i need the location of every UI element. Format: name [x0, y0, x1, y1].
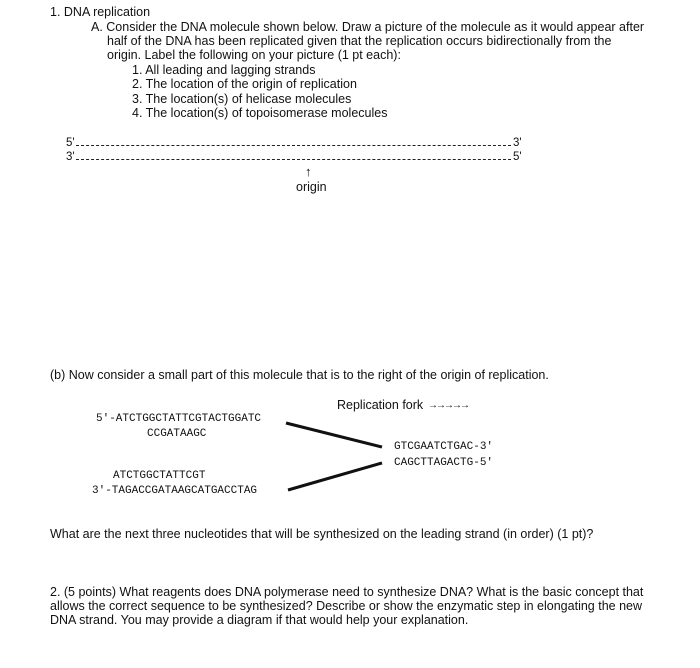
question-2-line-2: allows the correct sequence to be synthesized? Describe or show the enzymatic step in elongating the new [50, 599, 642, 613]
top-strand-5prime-label: 5' [66, 137, 75, 149]
origin-label: origin [296, 180, 327, 194]
bottom-strand-5prime-label: 5' [513, 151, 522, 163]
fork-upper-arm [286, 423, 382, 447]
bottom-template-strand: 3'-TAGACCGATAAGCATGACCTAG [92, 485, 258, 497]
question-2-line-3: DNA strand. You may provide a diagram if that would help your explanation. [50, 613, 469, 627]
fork-direction-arrows-icon: →→→→→ [428, 400, 468, 411]
label-item-4: 4. The location(s) of topoisomerase molecules [132, 106, 388, 120]
bottom-new-strand: ATCTGGCTATTCGT [113, 470, 206, 482]
origin-arrow-icon: ↑ [305, 164, 312, 179]
label-item-3: 3. The location(s) of helicase molecules [132, 92, 352, 106]
part-a-line-3: origin. Label the following on your picture (1 pt each): [107, 48, 401, 62]
part-a-line-1: A. Consider the DNA molecule shown below. Draw a picture of the molecule as it would appear after [91, 20, 645, 34]
bottom-strand-3prime-label: 3' [66, 151, 75, 163]
leading-strand-question: What are the next three nucleotides that will be synthesized on the leading strand (in order) (1 pt)? [50, 527, 594, 541]
top-template-strand: 5'-ATCTGGCTATTCGTACTGGATC [96, 413, 262, 425]
label-item-2: 2. The location of the origin of replication [132, 77, 357, 91]
part-b-prompt: (b) Now consider a small part of this molecule that is to the right of the origin of replication. [50, 368, 549, 382]
question-1-title: 1. DNA replication [50, 5, 151, 19]
top-primer-strand: CCGATAAGC [147, 428, 207, 440]
parental-top-strand: GTCGAATCTGAC-3' [394, 441, 494, 453]
top-strand-3prime-label: 3' [513, 137, 522, 149]
replication-fork-label: Replication fork [337, 398, 424, 412]
fork-lower-arm [288, 463, 382, 490]
label-item-1: 1. All leading and lagging strands [132, 63, 316, 77]
part-a-line-2: half of the DNA has been replicated given that the replication occurs bidirectionally from the [107, 34, 612, 48]
question-2-line-1: 2. (5 points) What reagents does DNA polymerase need to synthesize DNA? What is the basic concept that [50, 585, 644, 599]
parental-bottom-strand: CAGCTTAGACTG-5' [394, 457, 494, 469]
